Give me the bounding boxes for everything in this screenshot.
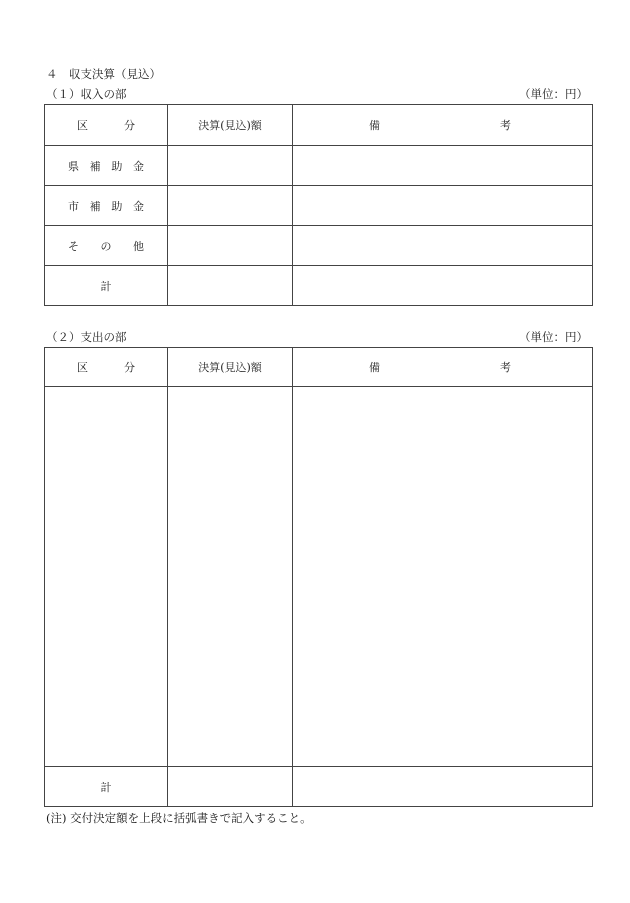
income-header-category xyxy=(45,105,168,146)
expense-total-amount[interactable] xyxy=(168,767,293,807)
income-row-category xyxy=(45,186,168,226)
expense-total-row xyxy=(45,767,593,807)
expense-unit-label: （単位：円） xyxy=(519,330,588,344)
income-row-amount[interactable] xyxy=(168,226,293,266)
expense-header-row xyxy=(45,348,593,387)
income-row-amount[interactable] xyxy=(168,186,293,226)
income-total-row xyxy=(45,266,593,306)
expense-heading: （２）支出の部 xyxy=(46,330,127,344)
income-row-category-text: そ の 他 xyxy=(68,239,144,253)
income-row-remarks[interactable] xyxy=(293,186,593,226)
income-total-label: 計 xyxy=(45,266,168,306)
income-row-category-text: 市 補 助 金 xyxy=(68,199,144,213)
section-title: ４ 収支決算（見込） xyxy=(46,67,161,81)
income-header-row xyxy=(45,105,593,146)
expense-header-remarks xyxy=(293,348,593,387)
expense-body-category[interactable] xyxy=(45,387,168,767)
income-row-remarks[interactable] xyxy=(293,226,593,266)
income-total-remarks[interactable] xyxy=(293,266,593,306)
income-row-other xyxy=(45,226,593,266)
income-row-remarks[interactable] xyxy=(293,146,593,186)
expense-header-amount: 決算(見込)額 xyxy=(168,348,293,387)
income-header-remarks-text: 備 考 xyxy=(369,119,511,132)
income-header-amount: 決算(見込)額 xyxy=(168,105,293,146)
expense-header-category xyxy=(45,348,168,387)
income-total-amount[interactable] xyxy=(168,266,293,306)
income-header-category-text: 区 分 xyxy=(77,119,135,132)
income-row-category xyxy=(45,146,168,186)
income-row-city-subsidy xyxy=(45,186,593,226)
income-row-category xyxy=(45,226,168,266)
expense-body-remarks[interactable] xyxy=(293,387,593,767)
expense-header-remarks-text: 備 考 xyxy=(369,361,511,374)
expense-total-label: 計 xyxy=(45,767,168,807)
income-row-prefectural-subsidy xyxy=(45,146,593,186)
expense-header-category-text: 区 分 xyxy=(77,361,135,374)
income-table xyxy=(44,104,593,306)
footnote: (注) 交付決定額を上段に括弧書きで記入すること。 xyxy=(46,811,312,825)
expense-body-amount[interactable] xyxy=(168,387,293,767)
income-row-category-text: 県 補 助 金 xyxy=(68,159,144,173)
income-header-remarks xyxy=(293,105,593,146)
income-heading: （１）収入の部 xyxy=(46,87,127,101)
expense-table xyxy=(44,347,593,807)
expense-body-row xyxy=(45,387,593,767)
expense-total-remarks[interactable] xyxy=(293,767,593,807)
income-unit-label: （単位：円） xyxy=(519,87,588,101)
income-row-amount[interactable] xyxy=(168,146,293,186)
